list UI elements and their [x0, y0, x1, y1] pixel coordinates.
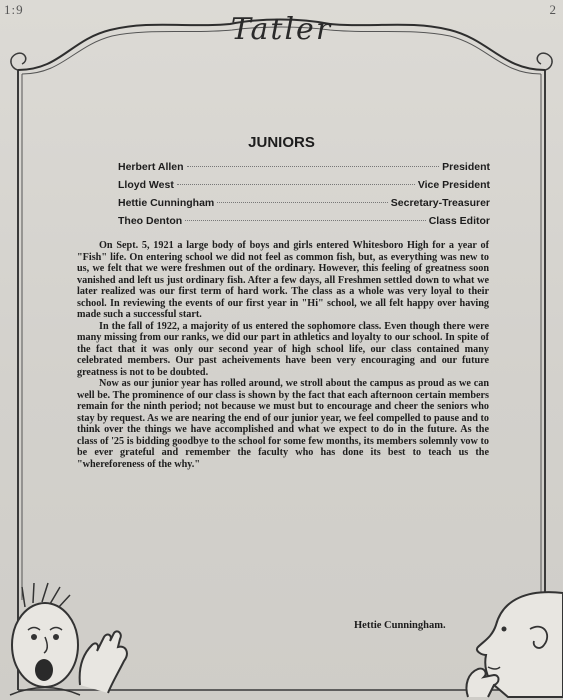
- officer-row: [118, 179, 490, 195]
- paragraph: Now as our junior year has rolled around, we stroll about the campus as proud as we can well be. The prominence of our class is shown by the fact that each afternoon certain members remain for the ninth period; not because we must but to encourage and cheer the seniors who stay by request. As we are nearing the end of our junior year, we feel compelled to pause and to think over the things we have accomplished and what we expect to do in the future. As the class of '25 is bidding goodbye to the school for some few months, its members solemnly vow to be ever grateful and remember the faculty who has done its best to teach us the "whereforeness of the why.": [77, 378, 489, 470]
- cartoon-face-left-illustration: [0, 575, 150, 700]
- paragraph: On Sept. 5, 1921 a large body of boys and girls entered Whitesboro High for a year of "Fish" life. On entering school we did not feel as common fish, but, as everything was new to us, we felt that we were freshmen out of the ordinary. However, this feeling of greatness soon vanished and left us just ordinary fish. After a few days, all Freshmen settled down to what we later realized was our first term of hard work. The class as a whole was very loyal to their school. In reviewing the events of our first year in "Hi" school, we all felt happy over having made such a successful start.: [77, 240, 489, 320]
- officer-title: Class Editor: [428, 215, 490, 227]
- officer-title: Secretary-Treasurer: [390, 197, 490, 209]
- officer-title: Vice President: [417, 179, 490, 191]
- page-title: JUNIORS: [248, 134, 315, 151]
- class-history-text: [77, 240, 489, 470]
- officer-row: [118, 161, 490, 177]
- cartoon-face-right-illustration: [448, 585, 563, 700]
- dot-leader: [217, 202, 388, 203]
- masthead-title: Tatler: [230, 12, 333, 47]
- officer-title: President: [442, 161, 490, 173]
- dot-leader: [185, 220, 426, 221]
- officer-row: [118, 197, 490, 213]
- paragraph: In the fall of 1922, a majority of us entered the sophomore class. Even though there were many missing from our ranks, we did our part in athletics and loyalty to our school. In spite of the fact that it was only our second year of high school life, our class contained many celebrated members. Our past acheivements have been very encouraging and our future greatness is not to be doubted.: [77, 320, 489, 378]
- dot-leader: [187, 166, 440, 167]
- dot-leader: [177, 184, 415, 185]
- officer-row: [118, 215, 490, 231]
- page-number-right: 2: [549, 2, 557, 17]
- officer-name: Herbert Allen: [118, 161, 184, 173]
- officer-name: Theo Denton: [118, 215, 183, 227]
- officer-name: Hettie Cunningham: [118, 197, 215, 209]
- author-signature: Hettie Cunningham.: [354, 620, 446, 631]
- page-number-left: 1:9: [4, 2, 24, 17]
- officer-name: Lloyd West: [118, 179, 174, 191]
